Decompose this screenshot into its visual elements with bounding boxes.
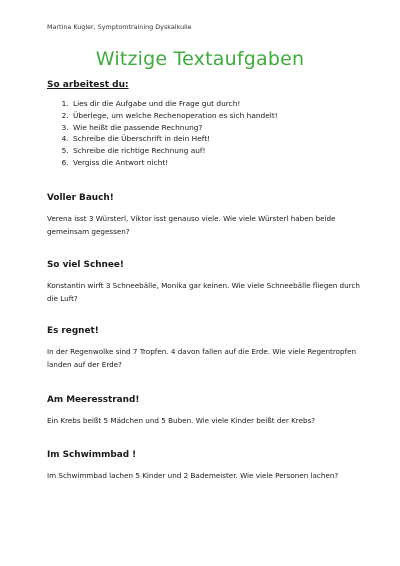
task-heading: Voller Bauch! <box>47 193 114 203</box>
task-text: Konstantin wirft 3 Schneebälle, Monika gar keinen. Wie viele Schneebälle fliegen durch die Luft? <box>47 281 360 303</box>
task-so-viel-schnee <box>47 260 367 305</box>
instruction-step: 1. Lies dir die Aufgabe und die Frage gut durch! <box>71 98 278 110</box>
task-heading: Am Meeresstrand! <box>47 395 140 405</box>
instruction-step: 6. Vergiss die Antwort nicht! <box>71 157 278 169</box>
page-header: Martina Kugler, Symptomtraining Dyskalkulie <box>47 23 192 31</box>
task-voller-bauch <box>47 193 367 238</box>
task-im-schwimmbad <box>47 450 367 482</box>
task-heading: Es regnet! <box>47 326 99 336</box>
task-am-meeresstrand <box>47 395 367 427</box>
task-text: Im Schwimmbad lachen 5 Kinder und 2 Bademeister. Wie viele Personen lachen? <box>47 471 339 480</box>
page-title: Witzige Textaufgaben <box>95 48 305 70</box>
instruction-step: 3. Wie heißt die passende Rechnung? <box>71 122 278 134</box>
task-es-regnet <box>47 326 367 371</box>
task-text: In der Regenwolke sind 7 Tropfen. 4 davon fallen auf die Erde. Wie viele Regentropfen landen auf der Erde? <box>47 347 357 369</box>
instruction-list <box>47 98 278 169</box>
instruction-step: 2. Überlege, um welche Rechenoperation es sich handelt! <box>71 110 278 122</box>
task-heading: So viel Schnee! <box>47 260 124 270</box>
task-heading: Im Schwimmbad ! <box>47 450 137 460</box>
task-text: Verena isst 3 Würsterl, Viktor isst genauso viele. Wie viele Würsterl haben beide gemeinsam gegessen? <box>47 214 336 236</box>
instruction-step: 4. Schreibe die Überschrift in dein Heft! <box>71 133 278 145</box>
task-text: Ein Krebs beißt 5 Mädchen und 5 Buben. Wie viele Kinder beißt der Krebs? <box>47 416 316 425</box>
instruction-step: 5. Schreibe die richtige Rechnung auf! <box>71 145 278 157</box>
instructions-heading: So arbeitest du: <box>47 80 129 90</box>
